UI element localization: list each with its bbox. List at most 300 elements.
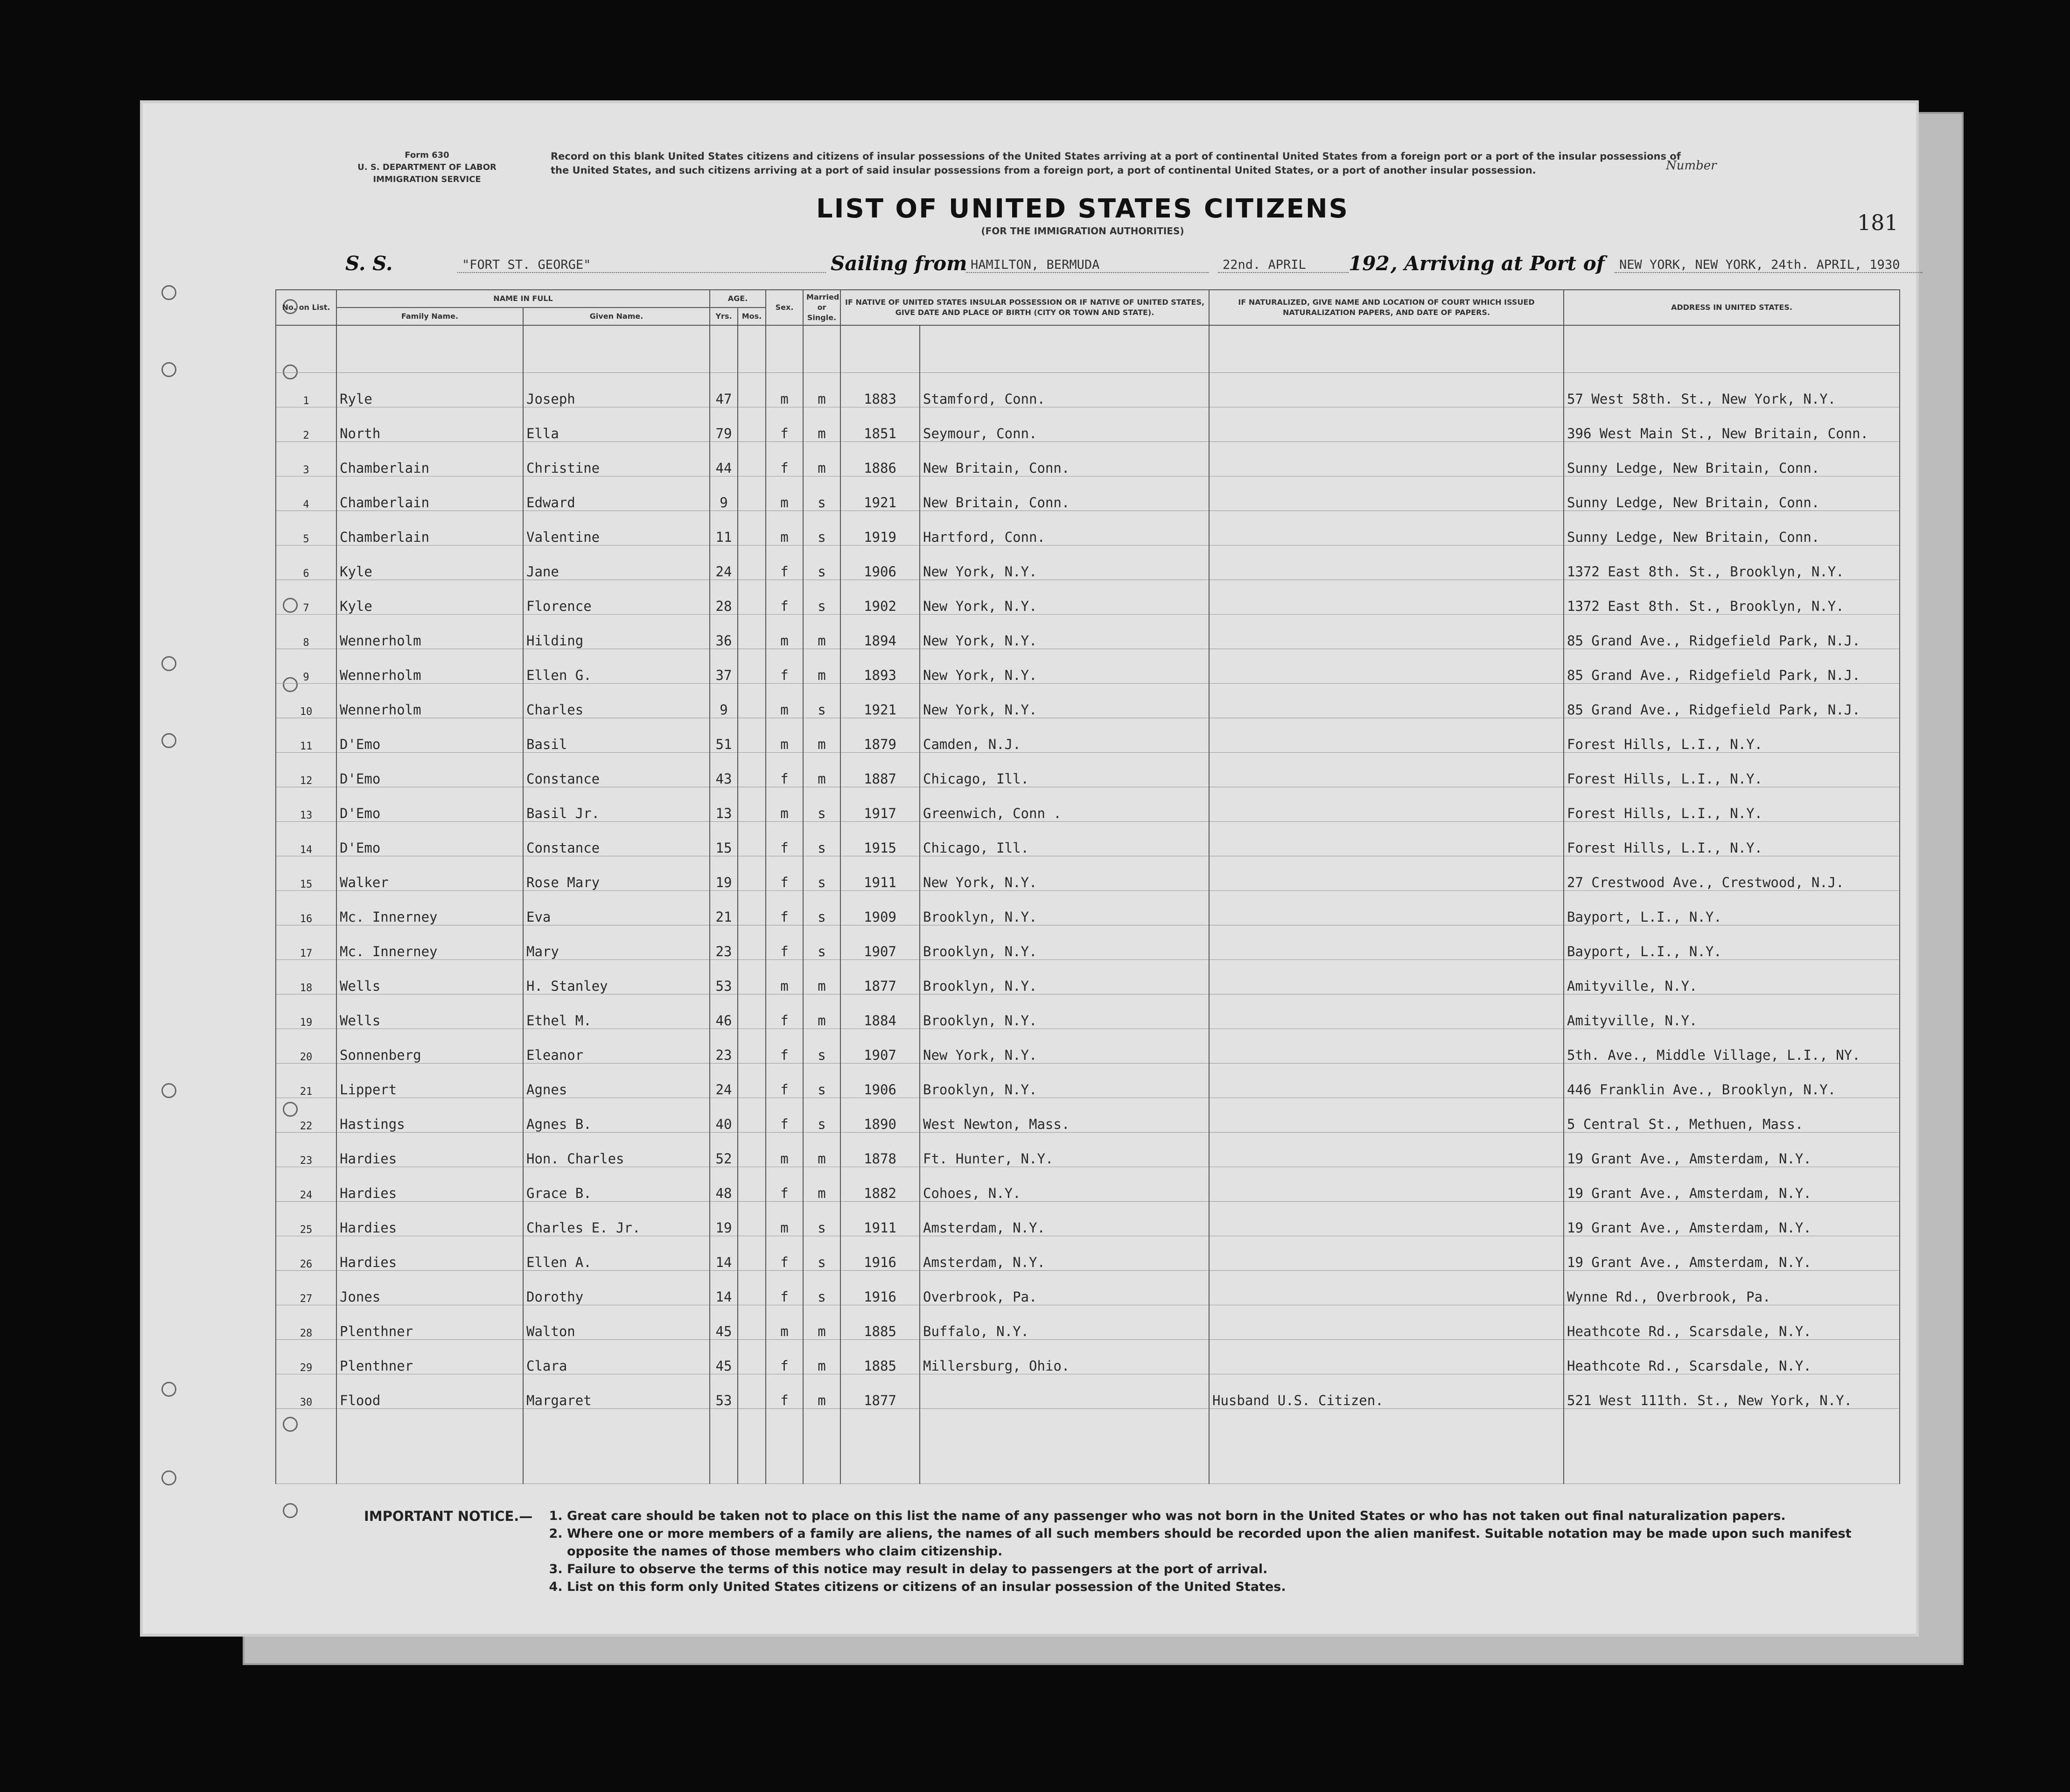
age-months-cell [738,718,766,753]
page-number: 181 [1857,210,1898,235]
age-months-cell [738,1202,766,1236]
age-months-cell [738,994,766,1029]
naturalization-cell [1209,1167,1564,1202]
birth-place-cell: New York, N.Y. [920,546,1209,580]
given-name-cell: Dorothy [523,1271,710,1305]
address-cell: 19 Grant Ave., Amsterdam, N.Y. [1564,1236,1900,1271]
age-months-cell [738,615,766,649]
table-row [276,891,1900,925]
sex-cell: f [766,580,803,615]
form-identifier [317,149,537,186]
birth-year-cell: 1906 [840,1064,920,1098]
family-name-cell: Flood [336,1374,523,1409]
page-title: LIST OF UNITED STATES CITIZENS [816,194,1349,224]
birth-year-cell: 1851 [840,407,920,442]
marital-status-cell: s [803,1064,840,1098]
age-years-cell: 45 [710,1305,738,1340]
naturalization-cell [1209,1340,1564,1374]
age-years-cell: 37 [710,649,738,684]
address-cell: Heathcote Rd., Scarsdale, N.Y. [1564,1305,1900,1340]
passenger-table [275,289,1900,1484]
family-name-cell: D'Emo [336,718,523,753]
given-name-cell: Eleanor [523,1029,710,1064]
family-name-cell: Wells [336,960,523,994]
age-months-cell [738,753,766,787]
naturalization-cell [1209,1029,1564,1064]
age-months-cell [738,546,766,580]
table-row [276,615,1900,649]
address-cell: Forest Hills, L.I., N.Y. [1564,822,1900,856]
notice-title: IMPORTANT NOTICE.— [364,1508,533,1524]
family-name-cell: D'Emo [336,753,523,787]
address-cell: Wynne Rd., Overbrook, Pa. [1564,1271,1900,1305]
birth-place-cell: Brooklyn, N.Y. [920,1064,1209,1098]
list-number-cell: 23 [276,1133,336,1167]
birth-year-cell: 1886 [840,442,920,476]
sex-cell: f [766,1029,803,1064]
naturalization-cell [1209,994,1564,1029]
age-years-cell: 40 [710,1098,738,1133]
birth-year-cell: 1885 [840,1305,920,1340]
marital-status-cell: m [803,407,840,442]
family-name-cell: Hardies [336,1167,523,1202]
list-number-cell: 4 [276,476,336,511]
birth-place-cell: New York, N.Y. [920,856,1209,891]
age-years-cell: 15 [710,822,738,856]
sex-cell: m [766,1305,803,1340]
marital-status-cell: s [803,1202,840,1236]
list-number-cell: 19 [276,994,336,1029]
table-row [276,546,1900,580]
list-number-cell: 16 [276,891,336,925]
given-name-cell: Ella [523,407,710,442]
table-row [276,1029,1900,1064]
age-years-cell: 9 [710,476,738,511]
given-name-cell: Florence [523,580,710,615]
marital-status-cell: s [803,1098,840,1133]
family-name-cell: Chamberlain [336,476,523,511]
list-number-cell: 7 [276,580,336,615]
naturalization-cell [1209,856,1564,891]
birth-year-cell: 1877 [840,960,920,994]
age-years-cell: 53 [710,960,738,994]
list-number-cell: 20 [276,1029,336,1064]
sex-cell: m [766,718,803,753]
table-row [276,1305,1900,1340]
sex-cell: f [766,1271,803,1305]
marital-status-cell: s [803,580,840,615]
birth-place-cell: Ft. Hunter, N.Y. [920,1133,1209,1167]
naturalization-cell [1209,684,1564,718]
sex-cell: f [766,1098,803,1133]
naturalization-cell [1209,580,1564,615]
marital-status-cell: s [803,1236,840,1271]
age-years-cell: 23 [710,925,738,960]
table-row [276,925,1900,960]
given-name-cell: Walton [523,1305,710,1340]
table-row [276,1271,1900,1305]
naturalization-cell [1209,1236,1564,1271]
marital-status-cell: s [803,1029,840,1064]
marital-status-cell: s [803,891,840,925]
naturalization-cell [1209,960,1564,994]
address-cell: 57 West 58th. St., New York, N.Y. [1564,373,1900,407]
sailing-date: 22nd. APRIL [1218,258,1349,273]
given-name-cell: Ethel M. [523,994,710,1029]
marital-status-cell: s [803,1271,840,1305]
family-name-cell: Wennerholm [336,615,523,649]
age-months-cell [738,822,766,856]
marital-status-cell: m [803,1305,840,1340]
age-months-cell [738,1340,766,1374]
birth-year-cell: 1906 [840,546,920,580]
marital-status-cell: m [803,960,840,994]
naturalization-cell [1209,1064,1564,1098]
list-number-cell: 11 [276,718,336,753]
birth-year-cell: 1885 [840,1340,920,1374]
year-prefix: 192 [1349,252,1390,275]
birth-year-cell: 1883 [840,373,920,407]
list-number-cell: 12 [276,753,336,787]
family-name-cell: Sonnenberg [336,1029,523,1064]
given-name-cell: Agnes [523,1064,710,1098]
birth-year-cell: 1916 [840,1236,920,1271]
given-name-cell: Charles E. Jr. [523,1202,710,1236]
table-row [276,994,1900,1029]
age-months-cell [738,1236,766,1271]
list-number-cell: 29 [276,1340,336,1374]
age-years-cell: 51 [710,718,738,753]
list-number-cell: 8 [276,615,336,649]
table-row [276,511,1900,546]
col-name-in-full: NAME IN FULL [336,290,710,308]
list-number-cell: 30 [276,1374,336,1409]
sex-cell: f [766,1064,803,1098]
birth-place-cell: Buffalo, N.Y. [920,1305,1209,1340]
age-years-cell: 24 [710,546,738,580]
table-row [276,373,1900,407]
marital-status-cell: m [803,373,840,407]
list-number-cell: 27 [276,1271,336,1305]
col-address: ADDRESS IN UNITED STATES. [1564,290,1900,325]
age-months-cell [738,1098,766,1133]
birth-place-cell: Millersburg, Ohio. [920,1340,1209,1374]
address-cell: 1372 East 8th. St., Brooklyn, N.Y. [1564,580,1900,615]
address-cell: Sunny Ledge, New Britain, Conn. [1564,511,1900,546]
naturalization-cell [1209,822,1564,856]
sex-cell: f [766,994,803,1029]
page-subtitle: (FOR THE IMMIGRATION AUTHORITIES) [981,225,1184,237]
address-cell: 85 Grand Ave., Ridgefield Park, N.J. [1564,684,1900,718]
birth-place-cell: Cohoes, N.Y. [920,1167,1209,1202]
sex-cell: m [766,1202,803,1236]
age-years-cell: 44 [710,442,738,476]
list-number-cell: 3 [276,442,336,476]
given-name-cell: Basil [523,718,710,753]
list-number-cell: 18 [276,960,336,994]
list-number-cell: 17 [276,925,336,960]
naturalization-cell [1209,1305,1564,1340]
birth-place-cell: Seymour, Conn. [920,407,1209,442]
address-cell: 85 Grand Ave., Ridgefield Park, N.J. [1564,649,1900,684]
age-years-cell: 11 [710,511,738,546]
marital-status-cell: m [803,753,840,787]
table-row [276,1236,1900,1271]
family-name-cell: Plenthner [336,1305,523,1340]
col-yrs: Yrs. [710,308,738,325]
family-name-cell: Kyle [336,546,523,580]
given-name-cell: Eva [523,891,710,925]
col-mos: Mos. [738,308,766,325]
birth-year-cell: 1921 [840,476,920,511]
family-name-cell: Kyle [336,580,523,615]
list-number-cell: 28 [276,1305,336,1340]
birth-year-cell: 1884 [840,994,920,1029]
address-cell: Sunny Ledge, New Britain, Conn. [1564,442,1900,476]
list-number-cell: 9 [276,649,336,684]
col-age: AGE. [710,290,766,308]
age-months-cell [738,1133,766,1167]
naturalization-cell [1209,615,1564,649]
birth-place-cell: Overbrook, Pa. [920,1271,1209,1305]
naturalization-cell [1209,1133,1564,1167]
address-cell: Amityville, N.Y. [1564,960,1900,994]
age-years-cell: 9 [710,684,738,718]
address-cell: 1372 East 8th. St., Brooklyn, N.Y. [1564,546,1900,580]
given-name-cell: H. Stanley [523,960,710,994]
address-cell: 85 Grand Ave., Ridgefield Park, N.J. [1564,615,1900,649]
table-row [276,718,1900,753]
birth-place-cell: Greenwich, Conn . [920,787,1209,822]
given-name-cell: Basil Jr. [523,787,710,822]
birth-year-cell: 1919 [840,511,920,546]
sex-cell: f [766,1236,803,1271]
marital-status-cell: s [803,925,840,960]
birth-place-cell: New York, N.Y. [920,615,1209,649]
sailing-label: Sailing from [831,252,967,275]
birth-place-cell: Brooklyn, N.Y. [920,960,1209,994]
birth-place-cell: Camden, N.J. [920,718,1209,753]
marital-status-cell: m [803,649,840,684]
col-married: Married or Single. [803,290,840,325]
birth-year-cell: 1877 [840,1374,920,1409]
birth-year-cell: 1902 [840,580,920,615]
sex-cell: f [766,442,803,476]
sex-cell: m [766,615,803,649]
age-months-cell [738,891,766,925]
address-cell: Heathcote Rd., Scarsdale, N.Y. [1564,1340,1900,1374]
sex-cell: m [766,684,803,718]
age-months-cell [738,1029,766,1064]
age-months-cell [738,373,766,407]
family-name-cell: Wennerholm [336,649,523,684]
given-name-cell: Rose Mary [523,856,710,891]
given-name-cell: Christine [523,442,710,476]
marital-status-cell: s [803,511,840,546]
marital-status-cell: s [803,822,840,856]
naturalization-cell [1209,925,1564,960]
given-name-cell: Mary [523,925,710,960]
age-months-cell [738,684,766,718]
naturalization-cell [1209,649,1564,684]
age-years-cell: 36 [710,615,738,649]
age-years-cell: 24 [710,1064,738,1098]
age-months-cell [738,1064,766,1098]
family-name-cell: Hardies [336,1133,523,1167]
sex-cell: f [766,856,803,891]
notice-item: 1. Great care should be taken not to place on this list the name of any passenger who was not born in the United States or who has not taken out final naturalization papers. [567,1507,1864,1525]
sex-cell: f [766,1374,803,1409]
given-name-cell: Agnes B. [523,1098,710,1133]
address-cell: 5 Central St., Methuen, Mass. [1564,1098,1900,1133]
blank-row [276,1409,1900,1484]
family-name-cell: Mc. Innerney [336,891,523,925]
given-name-cell: Valentine [523,511,710,546]
given-name-cell: Edward [523,476,710,511]
family-name-cell: Chamberlain [336,511,523,546]
birth-place-cell: Brooklyn, N.Y. [920,891,1209,925]
family-name-cell: Hastings [336,1098,523,1133]
naturalization-cell [1209,787,1564,822]
birth-place-cell: Hartford, Conn. [920,511,1209,546]
marital-status-cell: m [803,1133,840,1167]
birth-place-cell: Chicago, Ill. [920,822,1209,856]
address-cell: Forest Hills, L.I., N.Y. [1564,718,1900,753]
age-years-cell: 48 [710,1167,738,1202]
given-name-cell: Ellen A. [523,1236,710,1271]
naturalization-cell [1209,1098,1564,1133]
family-name-cell: Hardies [336,1202,523,1236]
birth-year-cell: 1893 [840,649,920,684]
address-cell: 19 Grant Ave., Amsterdam, N.Y. [1564,1133,1900,1167]
birth-year-cell: 1917 [840,787,920,822]
naturalization-cell [1209,718,1564,753]
sex-cell: f [766,546,803,580]
birth-place-cell: New York, N.Y. [920,580,1209,615]
sailing-from: HAMILTON, BERMUDA [966,258,1209,273]
birth-place-cell: New York, N.Y. [920,649,1209,684]
table-row [276,1167,1900,1202]
age-years-cell: 19 [710,856,738,891]
family-name-cell: Ryle [336,373,523,407]
birth-year-cell: 1911 [840,856,920,891]
marital-status-cell: s [803,787,840,822]
passenger-table-wrap [275,289,1899,1465]
marital-status-cell: m [803,1167,840,1202]
address-cell: 521 West 111th. St., New York, N.Y. [1564,1374,1900,1409]
col-native: IF NATIVE OF UNITED STATES INSULAR POSSESSION OR IF NATIVE OF UNITED STATES, GIVE DATE AND PLACE OF BIRTH (CITY OR TOWN AND STATE). [840,290,1209,325]
birth-year-cell: 1890 [840,1098,920,1133]
family-name-cell: Wells [336,994,523,1029]
age-years-cell: 52 [710,1133,738,1167]
family-name-cell: Hardies [336,1236,523,1271]
sex-cell: f [766,407,803,442]
given-name-cell: Charles [523,684,710,718]
given-name-cell: Grace B. [523,1167,710,1202]
address-cell: 396 West Main St., New Britain, Conn. [1564,407,1900,442]
age-months-cell [738,580,766,615]
sex-cell: m [766,373,803,407]
col-given-name: Given Name. [523,308,710,325]
col-family-name: Family Name. [336,308,523,325]
naturalization-cell [1209,407,1564,442]
family-name-cell: D'Emo [336,822,523,856]
address-cell: Bayport, L.I., N.Y. [1564,891,1900,925]
birth-place-cell: West Newton, Mass. [920,1098,1209,1133]
table-row [276,580,1900,615]
age-months-cell [738,787,766,822]
family-name-cell: Walker [336,856,523,891]
birth-year-cell: 1909 [840,891,920,925]
age-years-cell: 28 [710,580,738,615]
arriving-label: , Arriving at Port of [1391,252,1605,275]
age-years-cell: 13 [710,787,738,822]
age-months-cell [738,960,766,994]
table-row [276,753,1900,787]
marital-status-cell: m [803,718,840,753]
birth-year-cell: 1878 [840,1133,920,1167]
table-row [276,407,1900,442]
marital-status-cell: s [803,684,840,718]
age-years-cell: 47 [710,373,738,407]
sex-cell: m [766,511,803,546]
age-years-cell: 46 [710,994,738,1029]
birth-place-cell: New Britain, Conn. [920,476,1209,511]
naturalization-cell [1209,373,1564,407]
age-years-cell: 23 [710,1029,738,1064]
marital-status-cell: m [803,615,840,649]
table-row [276,856,1900,891]
table-row [276,1374,1900,1409]
birth-place-cell: New York, N.Y. [920,1029,1209,1064]
marital-status-cell: s [803,546,840,580]
naturalization-cell [1209,546,1564,580]
form-header [280,114,1913,296]
table-row [276,822,1900,856]
family-name-cell: D'Emo [336,787,523,822]
birth-year-cell: 1911 [840,1202,920,1236]
voyage-line [345,252,1909,285]
marital-status-cell: m [803,1340,840,1374]
department-name: U. S. DEPARTMENT OF LABOR [357,162,497,172]
marital-status-cell: m [803,994,840,1029]
table-row [276,1340,1900,1374]
age-months-cell [738,649,766,684]
col-no: No. on List. [276,290,336,325]
family-name-cell: Chamberlain [336,442,523,476]
age-years-cell: 43 [710,753,738,787]
address-cell: Amityville, N.Y. [1564,994,1900,1029]
naturalization-cell [1209,753,1564,787]
list-number-cell: 5 [276,511,336,546]
sex-cell: f [766,649,803,684]
age-years-cell: 19 [710,1202,738,1236]
naturalization-cell [1209,511,1564,546]
birth-year-cell: 1879 [840,718,920,753]
given-name-cell: Clara [523,1340,710,1374]
family-name-cell: Jones [336,1271,523,1305]
marital-status-cell: s [803,856,840,891]
age-months-cell [738,925,766,960]
age-months-cell [738,407,766,442]
sex-cell: f [766,753,803,787]
sex-cell: f [766,822,803,856]
service-name: IMMIGRATION SERVICE [373,175,481,184]
form-number: Form 630 [405,150,449,160]
birth-year-cell: 1916 [840,1271,920,1305]
table-row [276,684,1900,718]
sex-cell: m [766,787,803,822]
